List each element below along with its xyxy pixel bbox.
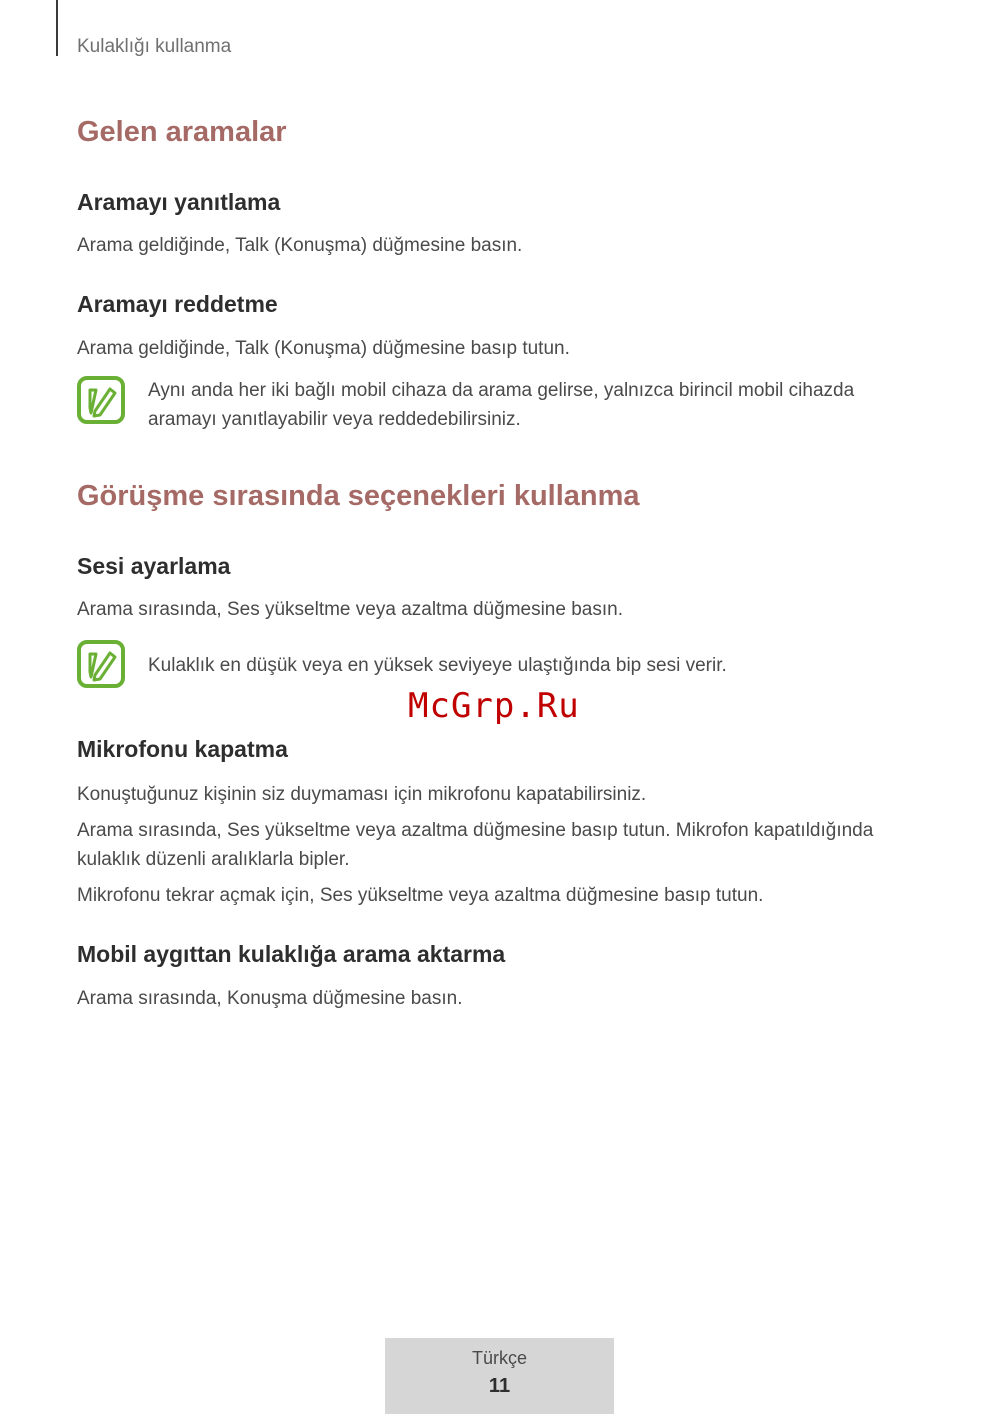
note-icon	[77, 376, 125, 424]
subsection-title-volume: Sesi ayarlama	[77, 553, 231, 579]
running-header: Kulaklığı kullanma	[77, 36, 232, 57]
mute-text-3: Mikrofonu tekrar açmak için, Ses yükseltme veya azaltma düğmesine basıp tutun.	[77, 885, 764, 906]
page-footer	[385, 1338, 614, 1414]
subsection-title-reject: Aramayı reddetme	[77, 291, 278, 317]
mute-text-1: Konuştuğunuz kişinin siz duymaması için mikrofonu kapatabilirsiniz.	[77, 784, 647, 805]
transfer-text: Arama sırasında, Konuşma düğmesine basın.	[77, 988, 463, 1009]
note-text: Aynı anda her iki bağlı mobil cihaza da arama gelirse, yalnızca birincil mobil cihazda aramayı yanıtlayabilir veya reddedebilirsiniz.	[148, 380, 855, 430]
subsection-title-mute: Mikrofonu kapatma	[77, 736, 288, 762]
answer-text: Arama geldiğinde, Talk (Konuşma) düğmesine basın.	[77, 235, 523, 256]
volume-text: Arama sırasında, Ses yükseltme veya azaltma düğmesine basın.	[77, 599, 623, 620]
subsection-title-transfer: Mobil aygıttan kulaklığa arama aktarma	[77, 941, 506, 967]
mute-text-2: Arama sırasında, Ses yükseltme veya azaltma düğmesine basıp tutun. Mikrofon kapatıldığında kulaklık düzenli aralıklarla bipler.	[77, 820, 874, 870]
footer-language: Türkçe	[471, 1348, 527, 1368]
section-title-incoming-calls: Gelen aramalar	[77, 116, 287, 148]
reject-text: Arama geldiğinde, Talk (Konuşma) düğmesine basıp tutun.	[77, 338, 570, 359]
note-icon	[77, 640, 125, 688]
watermark: McGrp.Ru	[408, 686, 580, 726]
section-title-in-call-options: Görüşme sırasında seçenekleri kullanma	[77, 480, 640, 512]
subsection-title-answer: Aramayı yanıtlama	[77, 189, 281, 215]
page-number: 11	[488, 1375, 511, 1397]
header-rule	[56, 0, 58, 56]
note-text: Kulaklık en düşük veya en yüksek seviyeye ulaştığında bip sesi verir.	[148, 655, 727, 676]
